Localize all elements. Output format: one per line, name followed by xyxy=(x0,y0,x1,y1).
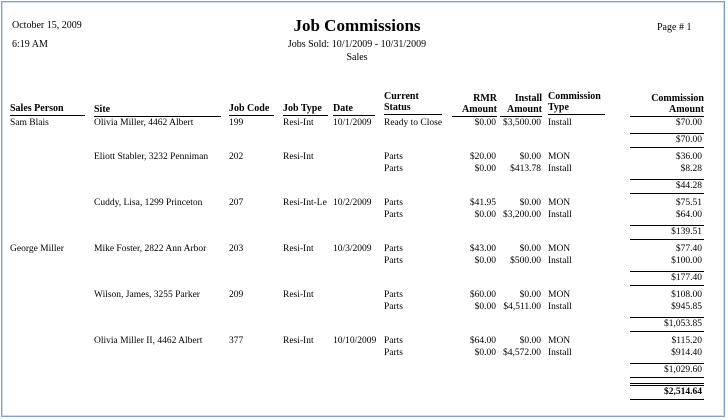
page-number: Page # 1 xyxy=(657,22,692,33)
report-department: Sales xyxy=(346,52,368,63)
install-amount: $3,500.00 xyxy=(503,118,541,128)
commission-amount: $100.00 xyxy=(671,256,702,266)
col-underline xyxy=(384,114,442,115)
install-amount: $413.78 xyxy=(510,164,541,174)
commission-amount: $64.00 xyxy=(675,210,702,220)
install-amount: $0.00 xyxy=(519,198,541,208)
commission-amount: $945.85 xyxy=(671,302,702,312)
current-status: Parts xyxy=(384,256,403,266)
commission-type: MON xyxy=(548,152,571,162)
job-date: 10/3/2009 xyxy=(333,244,372,254)
job-code: 203 xyxy=(229,244,244,254)
col-status-line2: Status xyxy=(384,102,411,113)
commission-amount: $108.00 xyxy=(671,290,702,300)
job-type: Resi-Int xyxy=(283,118,314,128)
col-rmr-line1: RMR xyxy=(473,93,497,104)
commission-type: Install xyxy=(548,348,572,358)
commission-amount: $115.20 xyxy=(671,336,702,346)
subtotal-rule xyxy=(630,225,704,226)
rmr-amount: $0.00 xyxy=(474,302,496,312)
job-date: 10/1/2009 xyxy=(333,118,372,128)
sales-person-name: Sam Blais xyxy=(10,118,49,128)
col-underline xyxy=(500,116,542,117)
commission-amount: $914.40 xyxy=(671,348,702,358)
rmr-amount: $0.00 xyxy=(474,118,496,128)
report-window-inner-border xyxy=(2,2,724,416)
col-underline xyxy=(229,115,274,116)
rmr-amount: $20.00 xyxy=(469,152,496,162)
current-status: Parts xyxy=(384,244,403,254)
report-subtitle: Jobs Sold: 10/1/2009 - 10/31/2009 xyxy=(287,39,427,50)
commission-amount: $77.40 xyxy=(675,244,702,254)
report-title: Job Commissions xyxy=(293,16,421,35)
rmr-amount: $43.00 xyxy=(469,244,496,254)
rmr-amount: $0.00 xyxy=(474,164,496,174)
site-name: Olivia Miller II, 4462 Albert xyxy=(94,336,203,346)
col-rmr-line2: Amount xyxy=(461,104,497,115)
subtotal-rule xyxy=(630,363,704,364)
job-type: Resi-Int-Le xyxy=(283,198,327,208)
commission-type: MON xyxy=(548,336,571,346)
col-commission-type-line2: Type xyxy=(548,102,569,113)
job-code: 207 xyxy=(229,198,244,208)
commission-type: MON xyxy=(548,244,571,254)
commission-type: MON xyxy=(548,290,571,300)
commission-type: Install xyxy=(548,118,572,128)
subtotal-rule xyxy=(630,377,704,378)
commission-subtotal: $139.51 xyxy=(671,227,702,237)
col-date: Date xyxy=(333,103,353,114)
site-name: Cuddy, Lisa, 1299 Princeton xyxy=(94,198,203,208)
subtotal-rule xyxy=(630,133,704,134)
job-code: 377 xyxy=(229,336,244,346)
commission-type: MON xyxy=(548,198,571,208)
commission-amount: $75.51 xyxy=(675,198,702,208)
rmr-amount: $64.00 xyxy=(469,336,496,346)
current-status: Parts xyxy=(384,290,403,300)
grand-total: $2,514.64 xyxy=(664,387,702,397)
rmr-amount: $0.00 xyxy=(474,256,496,266)
site-name: Eliott Stabler, 3232 Penniman xyxy=(94,152,209,162)
col-underline xyxy=(10,115,85,116)
commission-amount: $70.00 xyxy=(675,118,702,128)
job-type: Resi-Int xyxy=(283,244,314,254)
rmr-amount: $60.00 xyxy=(469,290,496,300)
job-code: 199 xyxy=(229,118,244,128)
job-type: Resi-Int xyxy=(283,290,314,300)
col-commission-amount-line1: Commission xyxy=(651,93,704,104)
rmr-amount: $0.00 xyxy=(474,210,496,220)
install-amount: $3,200.00 xyxy=(503,210,541,220)
subtotal-rule xyxy=(630,331,704,332)
job-code: 209 xyxy=(229,290,244,300)
job-date: 10/2/2009 xyxy=(333,198,372,208)
col-sales-person: Sales Person xyxy=(10,103,64,114)
subtotal-rule xyxy=(630,147,704,148)
current-status: Parts xyxy=(384,164,403,174)
subtotal-rule xyxy=(630,193,704,194)
col-install-line1: Install xyxy=(514,93,542,104)
commission-subtotal: $1,029.60 xyxy=(664,365,702,375)
subtotal-rule xyxy=(630,271,704,272)
rmr-amount: $0.00 xyxy=(474,348,496,358)
grand-total-double-rule xyxy=(630,383,704,386)
install-amount: $4,511.00 xyxy=(503,302,541,312)
col-status-line1: Current xyxy=(384,91,419,102)
install-amount: $500.00 xyxy=(510,256,541,266)
commission-subtotal: $70.00 xyxy=(675,135,702,145)
commission-amount: $36.00 xyxy=(675,152,702,162)
install-amount: $0.00 xyxy=(519,290,541,300)
job-code: 202 xyxy=(229,152,244,162)
col-install-line2: Amount xyxy=(506,104,542,115)
install-amount: $0.00 xyxy=(519,336,541,346)
col-underline xyxy=(548,114,605,115)
install-amount: $0.00 xyxy=(519,244,541,254)
current-status: Parts xyxy=(384,302,403,312)
current-status: Parts xyxy=(384,336,403,346)
install-amount: $4,572.00 xyxy=(503,348,541,358)
col-commission-type-line1: Commission xyxy=(548,91,601,102)
grand-total-bottom-rule xyxy=(630,399,704,400)
col-job-type: Job Type xyxy=(283,103,322,114)
commission-type: Install xyxy=(548,164,572,174)
install-amount: $0.00 xyxy=(519,152,541,162)
site-name: Wilson, James, 3255 Parker xyxy=(94,290,200,300)
job-type: Resi-Int xyxy=(283,152,314,162)
col-underline xyxy=(452,116,497,117)
current-status: Parts xyxy=(384,198,403,208)
site-name: Olivia Miller, 4462 Albert xyxy=(94,118,194,128)
subtotal-rule xyxy=(630,239,704,240)
commission-subtotal: $44.28 xyxy=(675,181,702,191)
current-status: Parts xyxy=(384,210,403,220)
col-underline xyxy=(94,116,221,117)
job-type: Resi-Int xyxy=(283,336,314,346)
subtotal-rule xyxy=(630,285,704,286)
subtotal-rule xyxy=(630,179,704,180)
col-commission-amount-line2: Amount xyxy=(668,104,704,115)
commission-type: Install xyxy=(548,256,572,266)
rmr-amount: $41.95 xyxy=(469,198,496,208)
current-status: Parts xyxy=(384,348,403,358)
current-status: Parts xyxy=(384,152,403,162)
report-date: October 15, 2009 xyxy=(12,20,82,31)
col-underline xyxy=(630,116,704,117)
report-time: 6:19 AM xyxy=(12,39,48,50)
col-underline xyxy=(283,115,328,116)
col-job-code: Job Code xyxy=(229,103,270,114)
commission-subtotal: $177.40 xyxy=(671,273,702,283)
col-underline xyxy=(333,115,375,116)
commission-type: Install xyxy=(548,210,572,220)
subtotal-rule xyxy=(630,317,704,318)
current-status: Ready to Close xyxy=(384,118,443,128)
job-date: 10/10/2009 xyxy=(333,336,377,346)
col-site: Site xyxy=(94,104,111,115)
sales-person-name: George Miller xyxy=(10,244,64,254)
commission-subtotal: $1,053.85 xyxy=(664,319,702,329)
commission-amount: $8.28 xyxy=(680,164,702,174)
commission-type: Install xyxy=(548,302,572,312)
site-name: Mike Foster, 2822 Ann Arbor xyxy=(94,244,207,254)
